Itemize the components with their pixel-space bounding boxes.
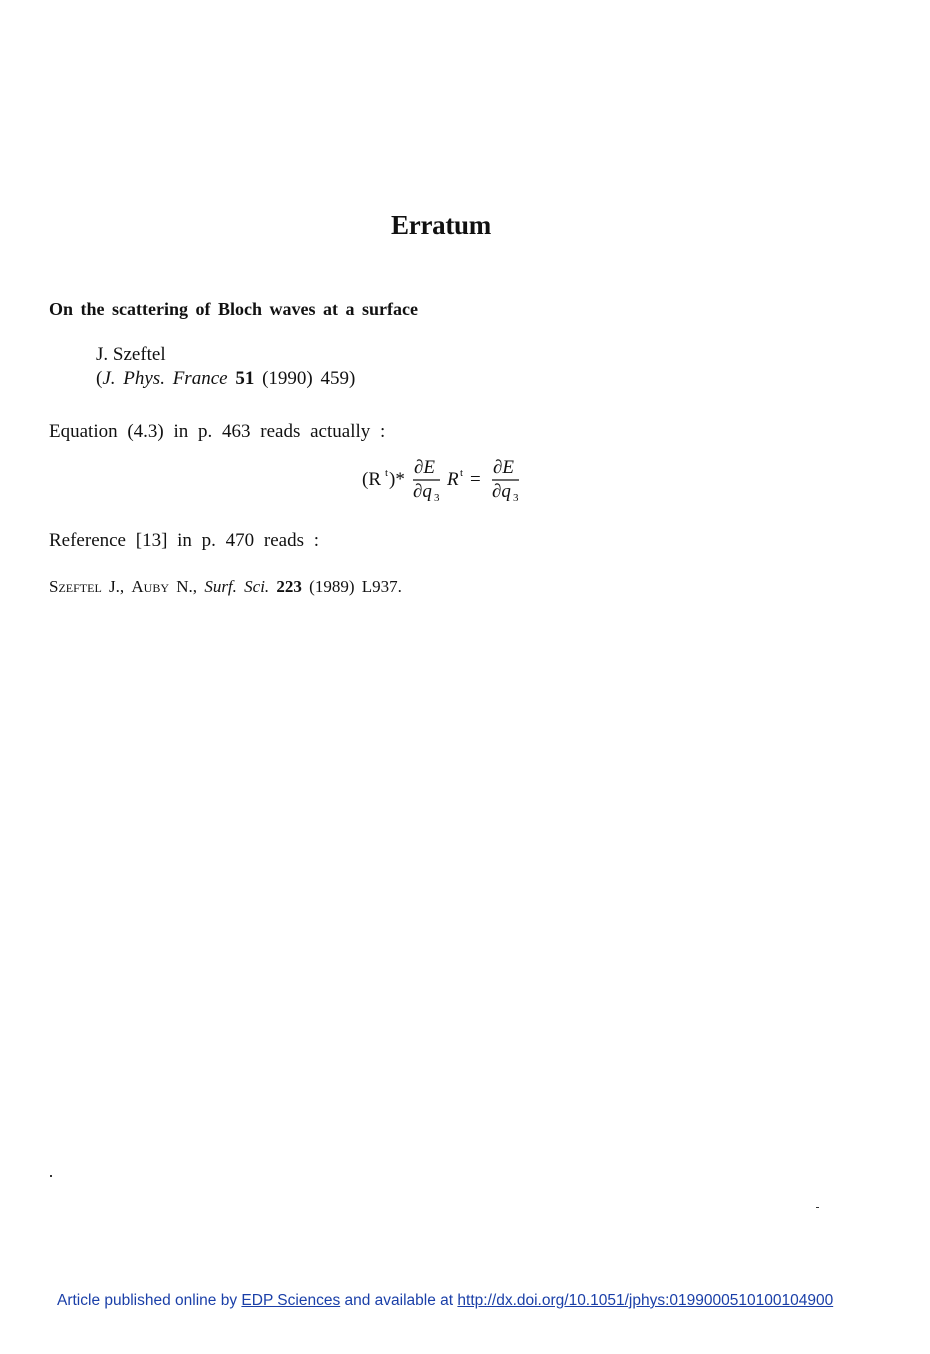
eq-equals: = — [470, 469, 481, 490]
citation-year-page: (1990) 459) — [262, 368, 356, 389]
equation-svg — [360, 456, 530, 506]
eq-frac1-den: ∂q — [413, 481, 432, 502]
footer-prefix: Article published online by — [57, 1292, 238, 1309]
reference-initial-2: N., — [176, 577, 198, 596]
eq-frac2-den-sub: 3 — [513, 492, 519, 504]
reference-volume: 223 — [276, 577, 302, 596]
citation-volume: 51 — [235, 368, 255, 389]
eq-mid-r: R — [447, 469, 459, 490]
reference-initial-1: J., — [109, 577, 125, 596]
reference-author-1: Szeftel — [49, 577, 102, 596]
scan-speck — [816, 1207, 819, 1208]
publisher-link[interactable]: EDP Sciences — [241, 1292, 341, 1309]
reference-intro: Reference [13] in p. 470 reads : — [49, 530, 320, 551]
reference-author-2: Auby — [131, 577, 170, 596]
equation-4-3 — [360, 456, 530, 506]
eq-lhs-sup: t — [385, 467, 389, 479]
reference-journal: Surf. Sci. — [204, 577, 270, 596]
scan-speck — [50, 1175, 52, 1177]
footer-middle: and available at — [344, 1292, 454, 1309]
article-title: On the scattering of Bloch waves at a surface — [49, 299, 418, 319]
eq-lhs-close: )* — [389, 469, 405, 490]
reference-year-page: (1989) L937. — [309, 577, 402, 596]
eq-lhs-open: (R — [362, 469, 381, 490]
citation-journal: J. Phys. France — [102, 368, 228, 389]
page-title: Erratum — [391, 210, 491, 240]
equation-intro: Equation (4.3) in p. 463 reads actually : — [49, 421, 386, 442]
citation — [96, 368, 355, 390]
eq-frac1-den-sub: 3 — [434, 492, 440, 504]
eq-mid-sup: t — [460, 467, 464, 479]
author-name: J. Szeftel — [96, 344, 166, 365]
doi-link[interactable]: http://dx.doi.org/10.1051/jphys:0199000510100104900 — [457, 1292, 834, 1309]
eq-frac2-num: ∂E — [493, 457, 514, 478]
eq-frac1-num: ∂E — [414, 457, 435, 478]
reference-entry — [49, 577, 402, 597]
footer-notice — [57, 1292, 833, 1310]
citation-open-paren: ( — [96, 368, 103, 389]
eq-frac2-den: ∂q — [492, 481, 511, 502]
